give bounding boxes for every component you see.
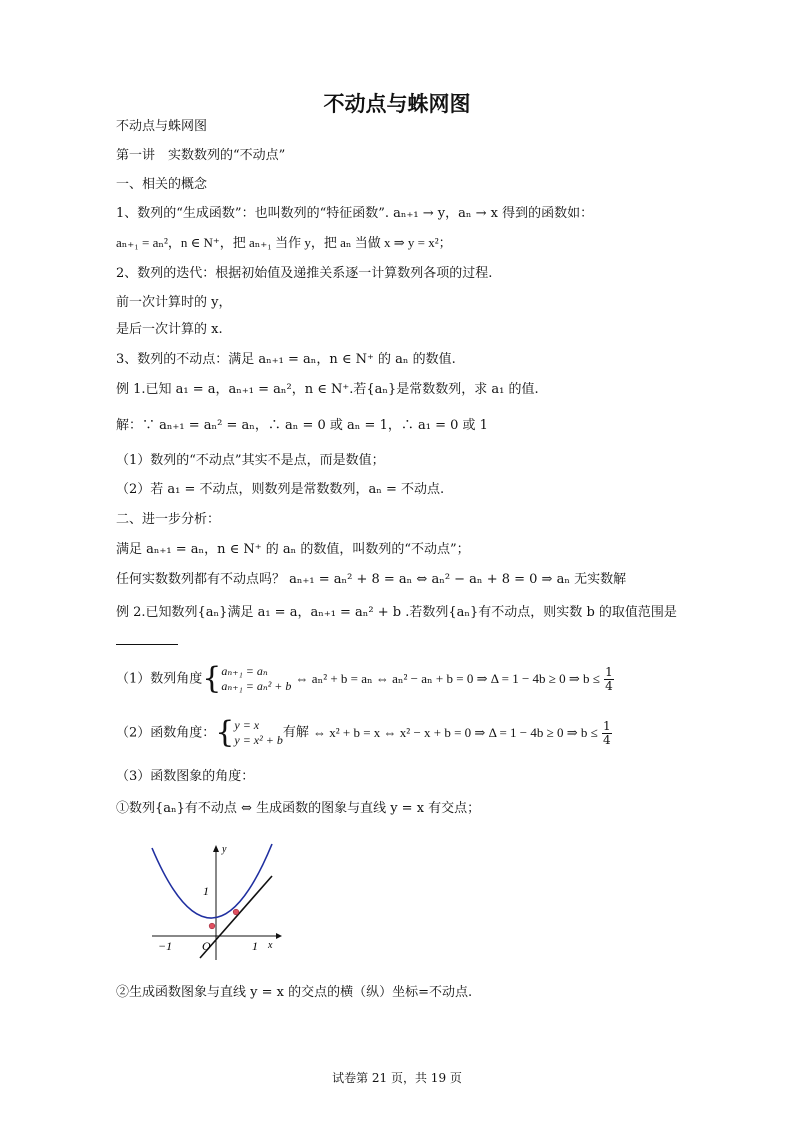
fraction-denominator: 4 bbox=[602, 732, 611, 747]
point-1: ①数列{aₙ}有不动点 ⇔ 生成函数的图象与直线 y = x 有交点； bbox=[116, 801, 481, 816]
fraction bbox=[604, 666, 614, 693]
fraction-numerator: 1 bbox=[602, 718, 611, 733]
intersection-point bbox=[209, 923, 215, 929]
tick-label-x-one: 1 bbox=[252, 939, 258, 953]
view-sequence bbox=[116, 661, 614, 696]
item-fixed-point: 3、数列的不动点：满足 aₙ₊₁ = aₙ，n ∈ N⁺ 的 aₙ 的数值. bbox=[116, 352, 456, 367]
view-graph-label: （3）函数图象的角度： bbox=[116, 769, 255, 784]
note-1: （1）数列的“不动点”其实不是点，而是数值； bbox=[116, 453, 385, 468]
section-concepts: 一、相关的概念 bbox=[116, 177, 208, 192]
system-bottom: aₙ₊₁ = aₙ² + b bbox=[221, 679, 292, 693]
line-y-equals-x bbox=[200, 876, 272, 958]
system-brace: { bbox=[202, 661, 222, 696]
y-axis-arrow bbox=[213, 845, 219, 852]
x-axis-arrow bbox=[276, 933, 282, 939]
system-top: aₙ₊₁ = aₙ bbox=[221, 664, 268, 678]
fraction-denominator: 4 bbox=[605, 678, 613, 693]
fraction bbox=[602, 720, 612, 747]
tick-label-neg-one: −1 bbox=[158, 939, 173, 953]
tick-label-y-one: 1 bbox=[203, 884, 209, 898]
system-brace: { bbox=[215, 715, 235, 750]
example-2: 例 2.已知数列{aₙ}满足 a₁ = a，aₙ₊₁ = aₙ² + b .若数列{aₙ}有不动点，则实数 b 的取值范围是 bbox=[116, 605, 677, 620]
analysis-1: 满足 aₙ₊₁ = aₙ，n ∈ N⁺ 的 aₙ 的数值，叫数列的“不动点”； bbox=[116, 542, 470, 557]
y-axis-label: y bbox=[222, 844, 227, 855]
lecture-heading: 第一讲 实数数列的“不动点” bbox=[116, 148, 286, 163]
point-2: ②生成函数图象与直线 y = x 的交点的横（纵）坐标=不动点. bbox=[116, 985, 473, 1000]
function-graph bbox=[140, 840, 290, 965]
answer-blank bbox=[116, 632, 178, 651]
item-generating-function: 1、数列的“生成函数”：也叫数列的“特征函数”. aₙ₊₁ → y，aₙ → x 得到的函数如： bbox=[116, 206, 594, 221]
section-analysis: 二、进一步分析： bbox=[116, 512, 221, 527]
view-function-chain: ⇔ x² + b = x ⇔ x² − x + b = 0 ⇒ Δ = 1 − 4b ≥ 0 ⇒ b ≤ bbox=[312, 725, 598, 740]
page-title: 不动点与蛛网图 bbox=[323, 92, 471, 116]
page-footer: 试卷第 21 页，共 19 页 bbox=[332, 1071, 462, 1085]
view-function bbox=[116, 715, 612, 750]
view-sequence-label: （1）数列角度 bbox=[116, 671, 203, 687]
subtitle: 不动点与蛛网图 bbox=[116, 119, 208, 134]
fraction-numerator: 1 bbox=[605, 664, 613, 679]
view-sequence-system bbox=[221, 664, 291, 694]
item-generating-example: aₙ₊₁ = aₙ²，n ∈ N⁺，把 aₙ₊₁ 当作 y，把 aₙ 当做 x ⇒ y = x²； bbox=[116, 235, 452, 250]
item-iteration: 2、数列的迭代：根据初始值及递推关系逐一计算数列各项的过程. bbox=[116, 266, 493, 281]
item-iteration-a: 前一次计算时的 y， bbox=[116, 295, 232, 310]
origin-label: O bbox=[202, 939, 211, 953]
answer-blank-line bbox=[116, 632, 178, 645]
note-2: （2）若 a₁ = 不动点，则数列是常数数列，aₙ = 不动点. bbox=[116, 482, 445, 497]
view-sequence-chain: ⇔ aₙ² + b = aₙ ⇔ aₙ² − aₙ + b = 0 ⇒ Δ = 1 − 4b ≥ 0 ⇒ b ≤ bbox=[295, 671, 600, 686]
item-iteration-b: 是后一次计算的 x. bbox=[116, 322, 223, 337]
view-function-label: （2）函数角度： bbox=[116, 725, 216, 741]
system-bottom: y = x² + b bbox=[234, 733, 283, 747]
parabola-curve bbox=[152, 844, 272, 918]
solution-1: 解：∵ aₙ₊₁ = aₙ² = aₙ，∴ aₙ = 0 或 aₙ = 1，∴ a₁ = 0 或 1 bbox=[116, 418, 488, 433]
analysis-2: 任何实数数列都有不动点吗？ aₙ₊₁ = aₙ² + 8 = aₙ ⇔ aₙ² − aₙ + 8 = 0 ⇒ aₙ 无实数解 bbox=[116, 572, 627, 587]
example-1: 例 1.已知 a₁ = a，aₙ₊₁ = aₙ²，n ∈ N⁺.若{aₙ}是常数数列，求 a₁ 的值. bbox=[116, 382, 539, 397]
intersection-point bbox=[233, 909, 239, 915]
view-function-system bbox=[234, 718, 282, 748]
system-top: y = x bbox=[234, 718, 260, 732]
x-axis-label: x bbox=[268, 940, 273, 951]
view-function-mid: 有解 bbox=[282, 725, 309, 740]
